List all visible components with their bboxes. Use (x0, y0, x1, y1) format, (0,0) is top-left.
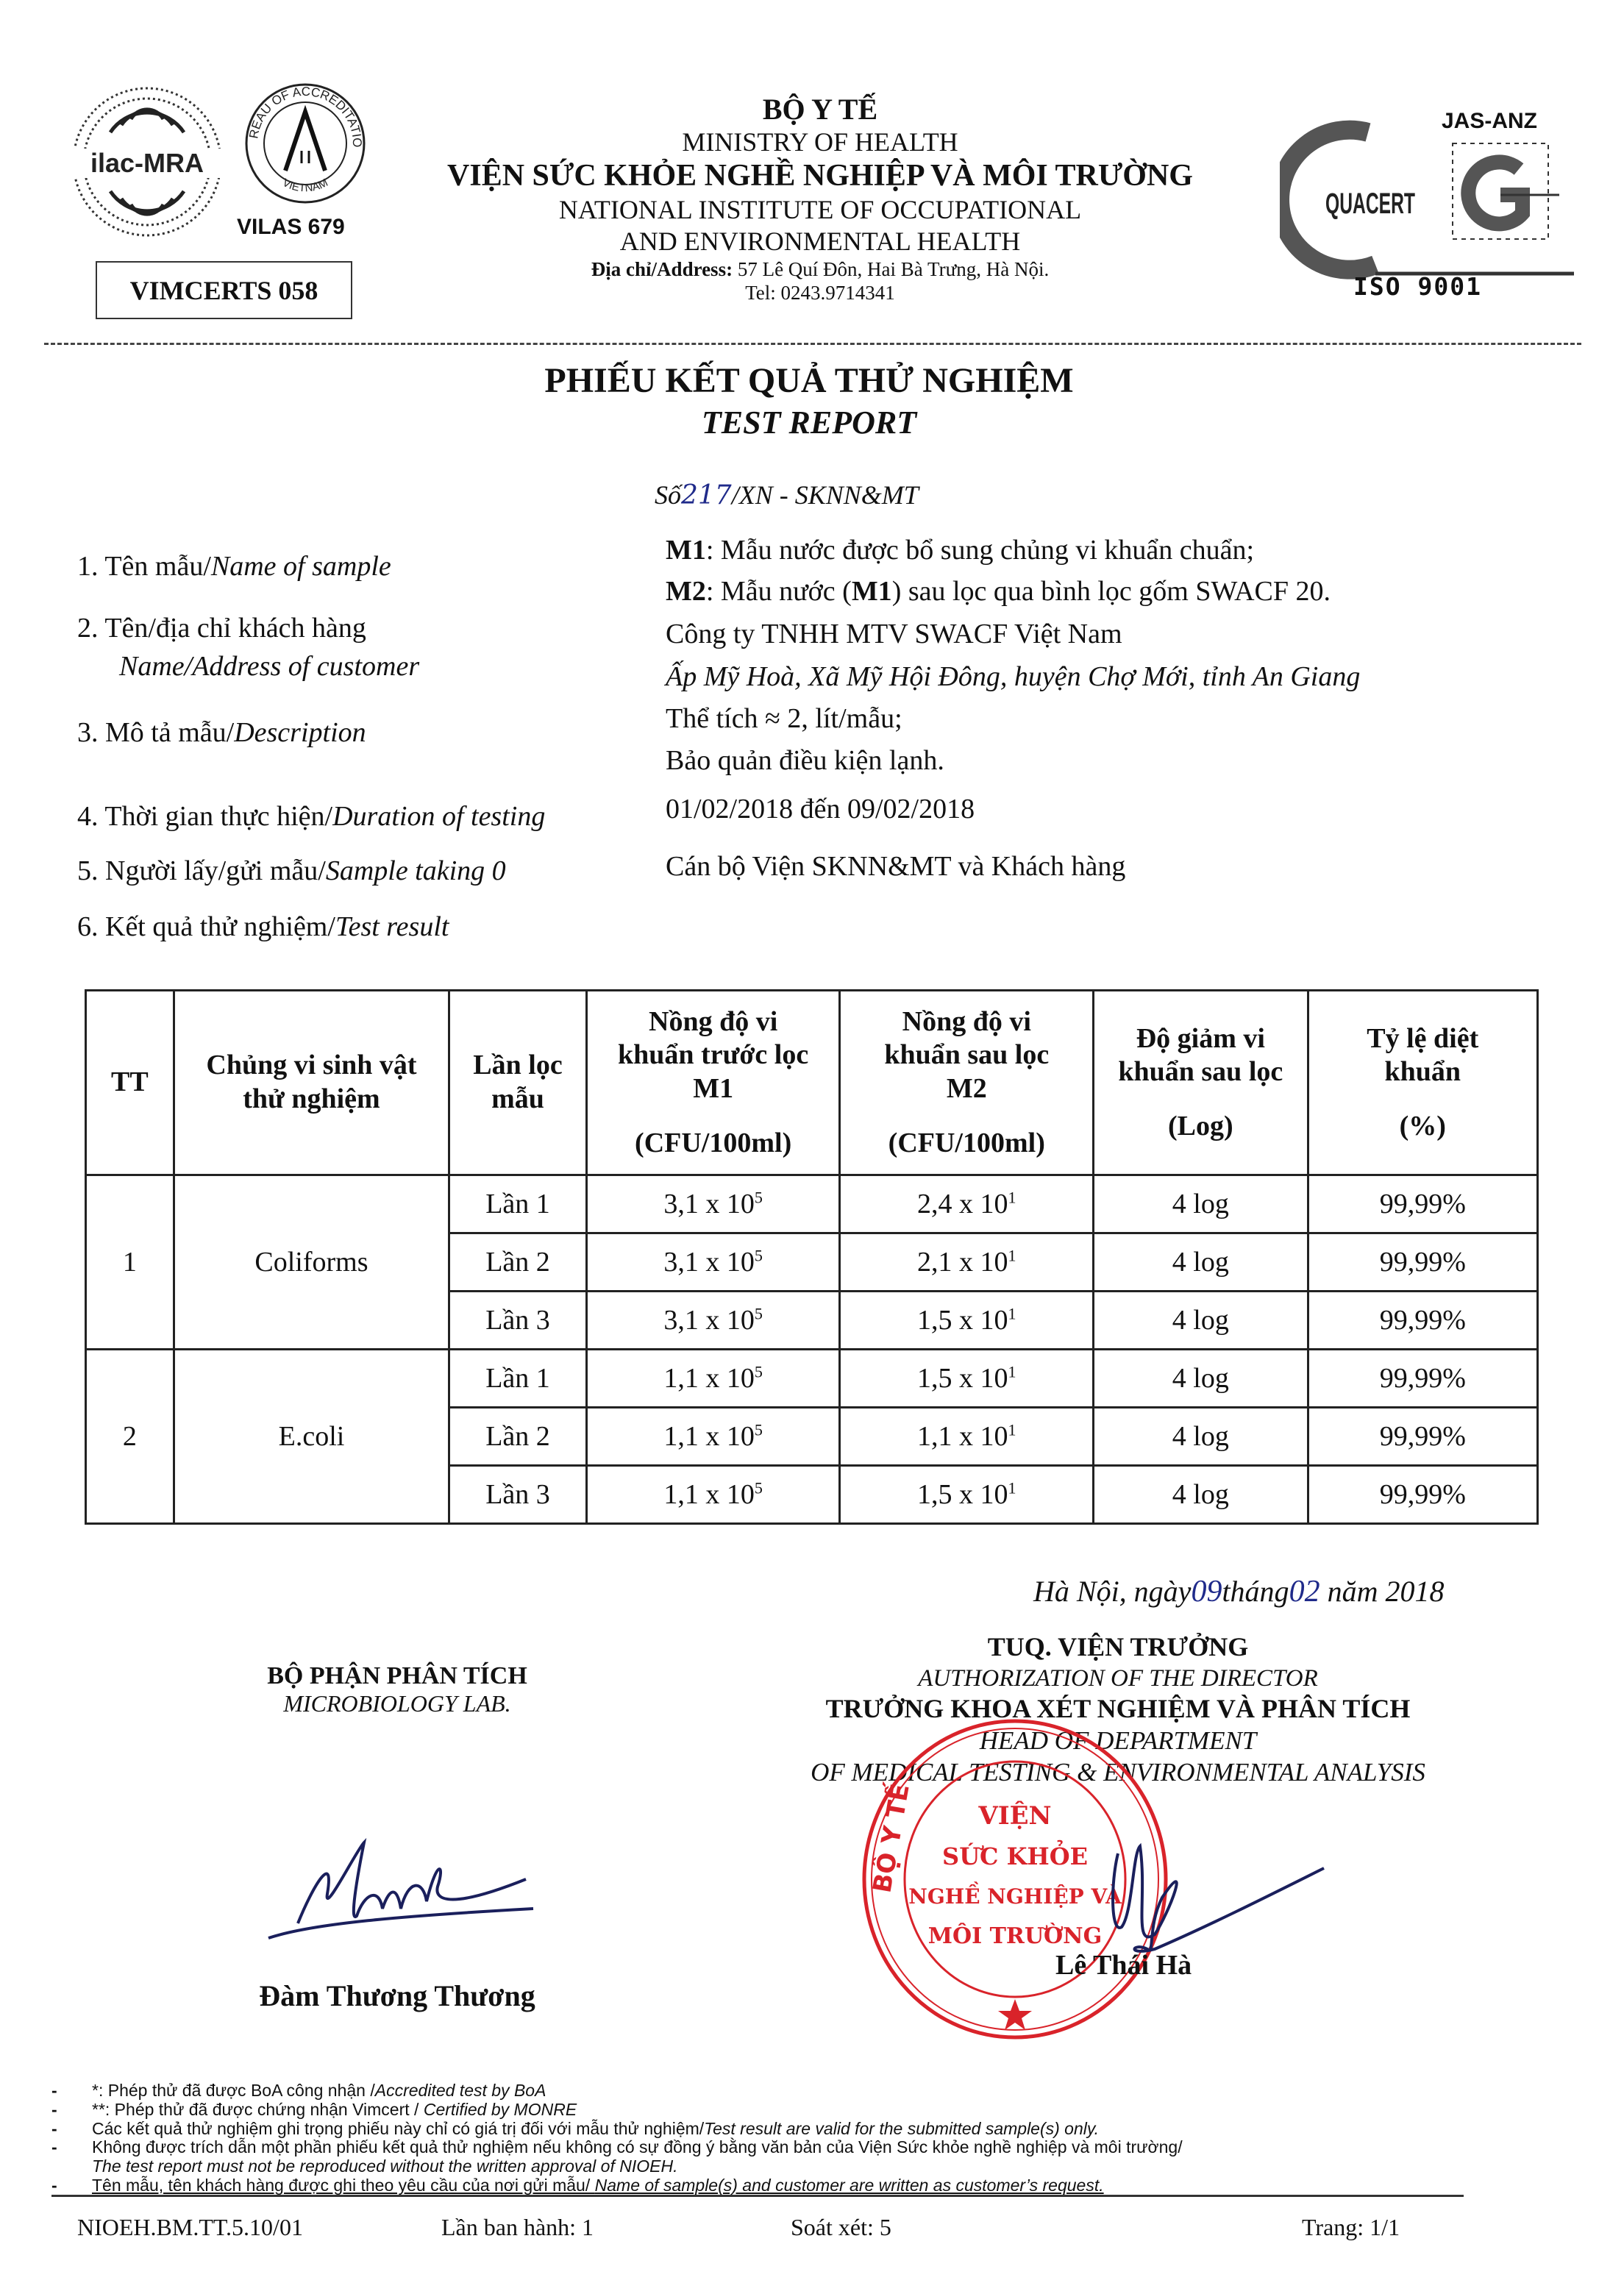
jas-anz-label: JAS-ANZ (1442, 109, 1538, 133)
svg-text:VIỆN: VIỆN (978, 1801, 1052, 1831)
date-month-label: tháng (1222, 1575, 1289, 1608)
ministry-en: MINISTRY OF HEALTH (682, 127, 958, 157)
boa-accreditation-logo (243, 81, 368, 206)
svg-text:ilac-MRA: ilac-MRA (90, 148, 204, 178)
address-value: 57 Lê Quí Đôn, Hai Bà Trưng, Hà Nội. (737, 258, 1050, 281)
info-label-duration (77, 800, 545, 833)
cell-m2: 1,5 x $10^1$ (840, 1466, 1094, 1524)
institute-header (368, 92, 1272, 305)
cell-kill-rate: 99,99% (1308, 1408, 1537, 1466)
institute-name-vn: VIỆN SỨC KHỎE NGHỀ NGHIỆP VÀ MÔI TRƯỜNG (447, 158, 1193, 193)
report-title (368, 360, 1250, 441)
sample-m2 (666, 575, 1331, 608)
label-en: Name of sample (210, 551, 391, 582)
cell-kill-rate: 99,99% (1308, 1292, 1537, 1350)
cell-m1: 3,1 x $10^5$ (586, 1233, 840, 1292)
cell-log-reduction: 4 log (1094, 1175, 1308, 1233)
cell-m2: 2,4 x $10^1$ (840, 1175, 1094, 1233)
footnotes (51, 2081, 1581, 2195)
svg-text:NGHỀ NGHIỆP VÀ: NGHỀ NGHIỆP VÀ (908, 1884, 1122, 1909)
customer-address: Ấp Mỹ Hoà, Xã Mỹ Hội Đông, huyện Chợ Mới, tỉnh An Giang (666, 661, 1361, 692)
label-vn: 5. Người lấy/gửi mẫu/ (77, 855, 326, 886)
header-divider (44, 343, 1581, 345)
title-en: TEST REPORT (701, 405, 917, 441)
ilac-mra-logo (66, 81, 228, 243)
cell-run: Lần 3 (449, 1466, 587, 1524)
cell-tt: 1 (86, 1175, 174, 1350)
cell-run: Lần 2 (449, 1408, 587, 1466)
sample-text: : Mẫu nước được bổ sung chủng vi khuẩn chuẩn; (705, 535, 1255, 566)
label-en: Sample taking 0 (325, 855, 506, 886)
cell-log-reduction: 4 log (1094, 1466, 1308, 1524)
label-vn: 1. Tên mẫu/ (77, 551, 211, 582)
cell-m1: 3,1 x $10^5$ (586, 1175, 840, 1233)
vimcerts-badge: VIMCERTS 058 (96, 261, 352, 319)
department-head-vn: TRƯỞNG KHOA XÉT NGHIỆM VÀ PHÂN TÍCH (825, 1694, 1411, 1724)
date-day-handwritten: 09 (1191, 1575, 1222, 1609)
col-header-m1: Nồng độ vi khuẩn trước lọc M1 (CFU/100ml) (586, 991, 840, 1175)
sample-code: M2 (666, 576, 706, 607)
svg-text:MÔI TRƯỜNG: MÔI TRƯỜNG (927, 1923, 1103, 1949)
sample-m1 (666, 534, 1254, 566)
report-number-suffix: /XN - SKNN&MT (731, 480, 919, 510)
title-vn: PHIẾU KẾT QUẢ THỬ NGHIỆM (544, 361, 1074, 400)
sample-ref: M1 (851, 576, 892, 607)
label-en: Test result (335, 911, 449, 942)
label-vn: 2. Tên/địa chỉ khách hàng (77, 613, 366, 644)
info-label-sample-name (77, 550, 391, 583)
institute-address (368, 258, 1272, 282)
cell-m1: 1,1 x $10^5$ (586, 1408, 840, 1466)
date-prefix: Hà Nội, ngày (1033, 1575, 1192, 1608)
cell-tt: 2 (86, 1350, 174, 1524)
iso-9001-label: ISO 9001 (1353, 272, 1482, 301)
page-number: Trang: 1/1 (1302, 2214, 1400, 2240)
footnote-item: - **: Phép thử đã được chứng nhận Vimcert / Certified by MONRE (51, 2099, 577, 2119)
info-label-customer (77, 612, 366, 644)
institute-name-en-1: NATIONAL INSTITUTE OF OCCUPATIONAL (558, 195, 1082, 225)
info-label-sample-taking (77, 855, 506, 887)
report-number-prefix: Số (655, 480, 681, 510)
report-number-handwritten: 217 (681, 480, 732, 510)
cell-m2: 1,5 x $10^1$ (840, 1350, 1094, 1408)
cell-run: Lần 2 (449, 1233, 587, 1292)
date-year: năm 2018 (1327, 1575, 1445, 1608)
cell-run: Lần 1 (449, 1175, 587, 1233)
department-head-en-2: OF MEDICAL TESTING & ENVIRONMENTAL ANALYSIS (811, 1757, 1425, 1787)
label-vn: 6. Kết quả thử nghiệm/ (77, 911, 335, 942)
label-en: Name/Address of customer (119, 651, 420, 682)
cell-log-reduction: 4 log (1094, 1292, 1308, 1350)
description-volume: Thể tích ≈ 2, lít/mẫu; (666, 703, 902, 734)
col-header-kill-rate: Tỷ lệ diệt khuẩn (%) (1308, 991, 1537, 1175)
customer-name: Công ty TNHH MTV SWACF Việt Nam (666, 619, 1122, 649)
boa-seal-icon (243, 81, 368, 206)
sample-taker-value: Cán bộ Viện SKNN&MT và Khách hàng (666, 851, 1126, 882)
table-header-row (86, 991, 1538, 1175)
footnote-item: - Các kết quả thử nghiệm ghi trọng phiếu này chỉ có giá trị đối với mẫu thử nghiệm/Test result are valid for the submitted sample(s) only. (51, 2118, 1100, 2138)
description-storage: Bảo quản điều kiện lạnh. (666, 745, 944, 776)
signature-scribble-icon (254, 1835, 548, 1945)
lab-signer-name: Đàm Thương Thương (259, 1979, 535, 2012)
cell-log-reduction: 4 log (1094, 1350, 1308, 1408)
address-label: Địa chỉ/Address: (591, 258, 733, 281)
lab-title-vn: BỘ PHẬN PHÂN TÍCH (267, 1662, 527, 1689)
cell-kill-rate: 99,99% (1308, 1175, 1537, 1233)
sample-text: ) sau lọc qua bình lọc gốm SWACF 20. (891, 576, 1331, 607)
cell-run: Lần 3 (449, 1292, 587, 1350)
cell-m1: 1,1 x $10^5$ (586, 1350, 840, 1408)
table-row (86, 1175, 1538, 1233)
cell-log-reduction: 4 log (1094, 1408, 1308, 1466)
svg-text:BUREAU OF ACCREDITATION: REAU OF ACCREDITATIO (246, 84, 365, 148)
label-vn: 4. Thời gian thực hiện/ (77, 801, 333, 832)
col-header-tt: TT (86, 991, 174, 1175)
cell-m1: 1,1 x $10^5$ (586, 1466, 840, 1524)
form-code: NIOEH.BM.TT.5.10/01 (77, 2214, 303, 2240)
lab-title-en: MICROBIOLOGY LAB. (283, 1690, 511, 1717)
cell-kill-rate: 99,99% (1308, 1350, 1537, 1408)
col-header-strain: Chủng vi sinh vật thử nghiệm (174, 991, 449, 1175)
info-label-test-result (77, 911, 449, 943)
cell-strain: E.coli (174, 1350, 449, 1524)
svg-text:VIETNAM: VIETNAM (280, 176, 330, 195)
col-header-m2: Nồng độ vi khuẩn sau lọc M2 (CFU/100ml) (840, 991, 1094, 1175)
department-head-en-1: HEAD OF DEPARTMENT (979, 1726, 1257, 1756)
col-header-log-reduction: Độ giảm vi khuẩn sau lọc (Log) (1094, 991, 1308, 1175)
footer-divider (51, 2195, 1464, 2197)
footnote-item: - *: Phép thử đã được BoA công nhận /Accredited test by BoA (51, 2081, 546, 2100)
vilas-number: VILAS 679 (237, 215, 345, 239)
results-table (85, 989, 1539, 1525)
review-number: Soát xét: 5 (791, 2214, 891, 2240)
cell-strain: Coliforms (174, 1175, 449, 1350)
ministry-vn: BỘ Y TẾ (762, 93, 878, 126)
lab-signature (254, 1835, 548, 1945)
director-signer-name: Lê Thái Hà (1055, 1950, 1192, 1981)
svg-text:BỘ Y TẾ: BỘ Y TẾ (867, 1781, 916, 1895)
svg-text:QUACERT: QUACERT (1325, 188, 1415, 220)
report-number (655, 480, 919, 510)
col-header-run: Lần lọc mẫu (449, 991, 587, 1175)
label-vn: 3. Mô tả mẫu/ (77, 717, 235, 748)
svg-text:SỨC KHỎE: SỨC KHỎE (942, 1842, 1088, 1870)
info-label-description (77, 716, 366, 749)
duration-value: 01/02/2018 đến 09/02/2018 (666, 794, 975, 824)
label-en: Duration of testing (332, 801, 546, 832)
sample-text: : Mẫu nước ( (705, 576, 852, 607)
label-en: Description (234, 717, 366, 748)
info-label-customer-en (119, 650, 419, 683)
institute-phone: Tel: 0243.9714341 (745, 282, 895, 304)
cell-m2: 2,1 x $10^1$ (840, 1233, 1094, 1292)
cell-log-reduction: 4 log (1094, 1233, 1308, 1292)
director-title-vn: TUQ. VIỆN TRƯỞNG (987, 1632, 1249, 1662)
cell-kill-rate: 99,99% (1308, 1466, 1537, 1524)
sample-code: M1 (666, 535, 706, 566)
cell-m2: 1,1 x $10^1$ (840, 1408, 1094, 1466)
cell-m1: 3,1 x $10^5$ (586, 1292, 840, 1350)
institute-name-en-2: AND ENVIRONMENTAL HEALTH (619, 226, 1021, 256)
cell-run: Lần 1 (449, 1350, 587, 1408)
footnote-item: - Tên mẫu, tên khách hàng được ghi theo yêu cầu của nơi gửi mẫu/ Name of sample(s) and customer are written as customer’s request. (51, 2175, 1104, 2195)
cell-m2: 1,5 x $10^1$ (840, 1292, 1094, 1350)
sign-date (1033, 1574, 1444, 1609)
table-body (86, 1175, 1538, 1524)
issue-number: Lần ban hành: 1 (441, 2214, 594, 2240)
cell-kill-rate: 99,99% (1308, 1233, 1537, 1292)
ilac-mra-icon (66, 81, 228, 243)
footnote-item: - Không được trích dẫn một phần phiếu kết quả thử nghiệm nếu không có sự đồng ý bằng văn bản của Viện Sức khỏe nghề nghiệp và môi trường/ The test report must not be reproduced without the written approval of NIOEH. (51, 2137, 1183, 2176)
lab-block (250, 1662, 544, 1717)
date-month-handwritten: 02 (1289, 1575, 1320, 1609)
table-row (86, 1350, 1538, 1408)
director-title-en: AUTHORIZATION OF THE DIRECTOR (918, 1664, 1318, 1692)
